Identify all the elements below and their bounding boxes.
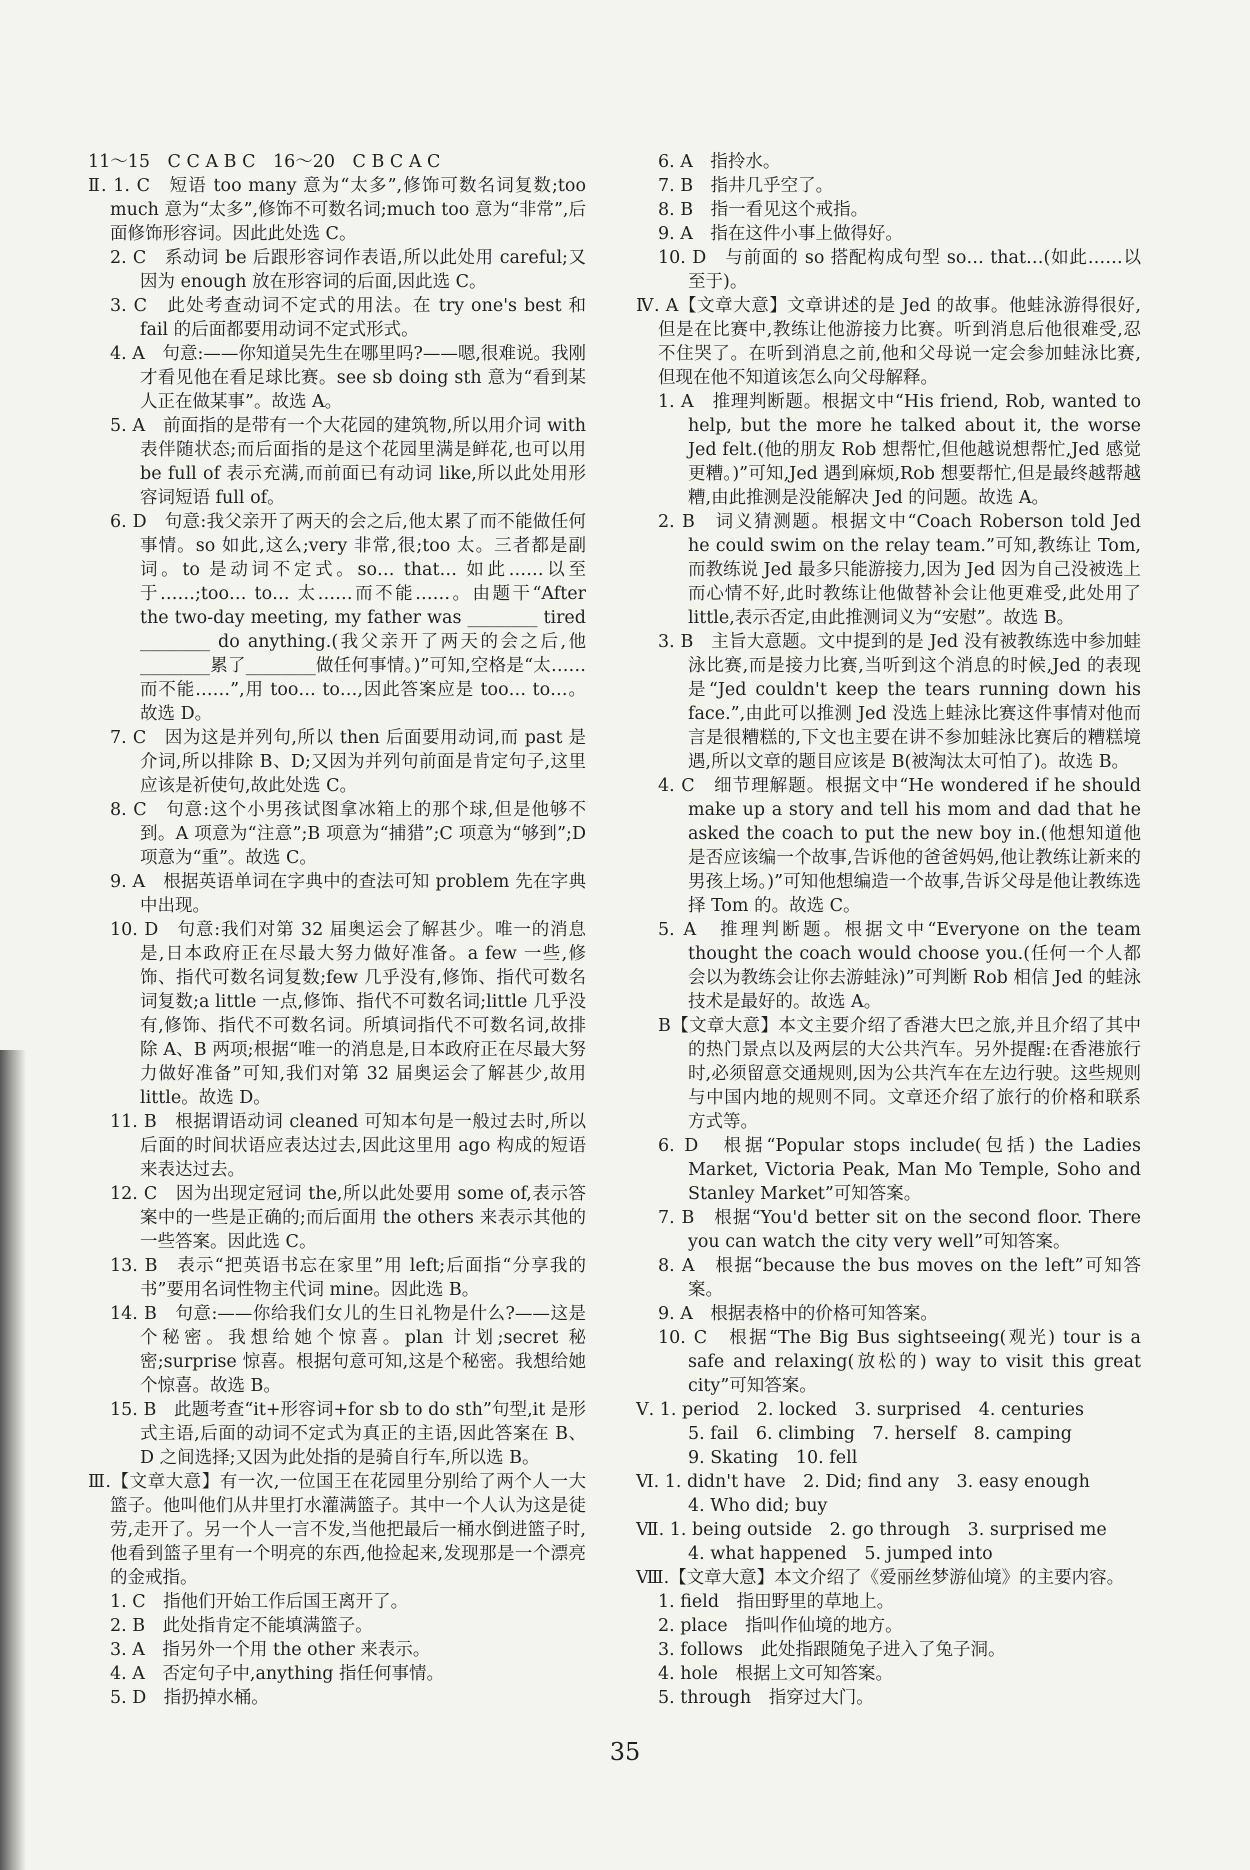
left-answer-line: 4. A 句意:——你知道吴先生在哪里吗?——嗯,很难说。我刚才看见他在看足球比赛。see sb doing sth 意为“看到某人正在做某事”。故选 A。 [110, 344, 586, 412]
right-answer-line: 10. C 根据“The Big Bus sightseeing(观光) tour is a safe and relaxing(放松的) way to visit this great city”可知答案。 [658, 1328, 1141, 1396]
right-answer-line: 4. Who did; buy [688, 1496, 828, 1516]
right-answer-line: 2. B 词义猜测题。根据文中“Coach Roberson told Jed he could swim on the relay team.”可知,教练让 Tom,而教练说 Jed 最多只能游接力,因为 Jed 因为自己没被选上而心情不好,此时教练让他做替补会让他更难受,此处用了 little,表示否定,由此推测词义为“安慰”。故选 B。 [658, 512, 1141, 628]
right-answer-line: 9. Skating 10. fell [688, 1448, 858, 1468]
left-answer-line: 15. B 此题考查“it+形容词+for sb to do sth”句型,it 是形式主语,后面的动词不定式为真正的主语,因此答案在 B、D 之间选择;又因为此处指的是骑自行车,所以选 B。 [110, 1400, 586, 1468]
left-answer-line: 13. B 表示“把英语书忘在家里”用 left;后面指“分享我的书”要用名词性物主代词 mine。因此选 B。 [110, 1256, 586, 1300]
left-column [88, 150, 586, 1710]
right-answer-line: Ⅵ. 1. didn't have 2. Did; find any 3. easy enough [636, 1472, 1090, 1492]
right-answer-line: 9. A 指在这件小事上做得好。 [658, 224, 903, 244]
right-column [636, 150, 1141, 1710]
left-answer-line: 11～15 C C A B C 16～20 C B C A C [88, 152, 441, 172]
left-answer-line: Ⅱ. 1. C 短语 too many 意为“太多”,修饰可数名词复数;too much 意为“太多”,修饰不可数名词;much too 意为“非常”,后面修饰形容词。因此此处选 C。 [88, 176, 586, 244]
left-answer-line: 8. C 句意:这个小男孩试图拿冰箱上的那个球,但是他够不到。A 项意为“注意”;B 项意为“捕猎”;C 项意为“够到”;D 项意为“重”。故选 C。 [110, 800, 586, 868]
left-answer-line: 12. C 因为出现定冠词 the,所以此处要用 some of,表示答案中的一些是正确的;而后面用 the others 来表示其他的一些答案。因此选 C。 [110, 1184, 586, 1252]
right-answer-line: 9. A 根据表格中的价格可知答案。 [658, 1304, 938, 1324]
right-answer-line: 4. hole 根据上文可知答案。 [658, 1664, 894, 1684]
right-answer-line: 7. B 指井几乎空了。 [658, 176, 834, 196]
right-answer-line: 7. B 根据“You'd better sit on the second floor. There you can watch the city very well”可知答案。 [658, 1208, 1141, 1252]
right-answer-line: 6. A 指拎水。 [658, 152, 781, 172]
left-answer-line: 5. D 指扔掉水桶。 [110, 1688, 269, 1708]
left-answer-line: 7. C 因为这是并列句,所以 then 后面要用动词,而 past 是介词,所以排除 B、D;又因为并列句前面是肯定句子,这里应该是祈使句,故此处选 C。 [110, 728, 586, 796]
left-answer-line: 3. C 此处考查动词不定式的用法。在 try one's best 和 fail 的后面都要用动词不定式形式。 [110, 296, 586, 340]
right-answer-line: 8. A 根据“because the bus moves on the left”可知答案。 [658, 1256, 1141, 1300]
page-number: 35 [609, 1738, 641, 1766]
right-answer-line: Ⅳ. A【文章大意】文章讲述的是 Jed 的故事。他蛙泳游得很好,但是在比赛中,教练让他游接力比赛。听到消息后他很难受,忍不住哭了。在听到消息之前,他和父母说一定会参加蛙泳比赛,但现在他不知道该怎么向父母解释。 [636, 296, 1141, 388]
left-answer-line: 4. A 否定句子中,anything 指任何事情。 [110, 1664, 444, 1684]
left-answer-line: 14. B 句意:——你给我们女儿的生日礼物是什么?——这是个秘密。我想给她个惊喜。plan 计划;secret 秘密;surprise 惊喜。根据句意可知,这是个秘密。我想给她个惊喜。故选 B。 [110, 1304, 586, 1396]
left-answer-line: 3. A 指另外一个用 the other 来表示。 [110, 1640, 431, 1660]
right-answer-line: 10. D 与前面的 so 搭配构成句型 so… that…(如此……以至于)。 [658, 248, 1141, 292]
right-answer-line: 6. D 根据“Popular stops include(包括) the Ladies Market, Victoria Peak, Man Mo Temple, Soho and Stanley Market”可知答案。 [658, 1136, 1141, 1204]
right-answer-line: B【文章大意】本文主要介绍了香港大巴之旅,并且介绍了其中的热门景点以及两层的大公共汽车。另外提醒:在香港旅行时,必须留意交通规则,因为公共汽车在左边行驶。这些规则与中国内地的规则不同。文章还介绍了旅行的价格和联系方式等。 [658, 1016, 1141, 1132]
right-answer-line: 4. what happened 5. jumped into [688, 1544, 993, 1564]
right-answer-line: 1. field 指田野里的草地上。 [658, 1592, 895, 1612]
right-answer-line: 3. follows 此处指跟随兔子进入了兔子洞。 [658, 1640, 1006, 1660]
right-answer-line: 8. B 指一看见这个戒指。 [658, 200, 869, 220]
left-answer-line: 2. B 此处指肯定不能填满篮子。 [110, 1616, 373, 1636]
left-answer-line: 6. D 句意:我父亲开了两天的会之后,他太累了而不能做任何事情。so 如此,这么;very 非常,很;too 太。三者都是副词。to 是动词不定式。so… that… 如此……以至于……;too… to… 太……而不能……。由题干“After the two-day meeting, my father was ________ tired ________ do anything.(我父亲开了两天的会之后,他________累了________做任何事情。)”可知,空格是“太……而不能……”,用 too… to…,因此答案应是 too… to…。故选 D。 [110, 512, 586, 724]
right-answer-line: Ⅶ. 1. being outside 2. go through 3. surprised me [636, 1520, 1107, 1540]
right-answer-line: Ⅴ. 1. period 2. locked 3. surprised 4. centuries [636, 1400, 1085, 1420]
right-answer-line: 5. through 指穿过大门。 [658, 1688, 874, 1708]
right-answer-line: 2. place 指叫作仙境的地方。 [658, 1616, 903, 1636]
right-answer-line: 4. C 细节理解题。根据文中“He wondered if he should make up a story and tell his mom and dad that he asked the coach to put the new boy in.(他想知道他是否应该编一个故事,告诉他的爸爸妈妈,他让教练让新来的男孩上场。)”可知他想编造一个故事,告诉父母是他让教练选择 Tom 的。故选 C。 [658, 776, 1141, 916]
left-answer-line: Ⅲ.【文章大意】有一次,一位国王在花园里分别给了两个人一大篮子。他叫他们从井里打水灌满篮子。其中一个人认为这是徒劳,走开了。另一个人一言不发,当他把最后一桶水倒进篮子时,他看到篮子里有一个明亮的东西,他捡起来,发现那是一个漂亮的金戒指。 [88, 1472, 586, 1588]
right-answer-line: 5. fail 6. climbing 7. herself 8. camping [688, 1424, 1073, 1444]
right-answer-line: 1. A 推理判断题。根据文中“His friend, Rob, wanted to help, but the more he talked about it, the worse Jed felt.(他的朋友 Rob 想帮忙,但他越说想帮忙,Jed 感觉更糟。)”可知,Jed 遇到麻烦,Rob 想要帮忙,但是最终越帮越糟,由此推测是没能解决 Jed 的问题。故选 A。 [658, 392, 1141, 508]
left-answer-line: 1. C 指他们开始工作后国王离开了。 [110, 1592, 409, 1612]
left-answer-line: 5. A 前面指的是带有一个大花园的建筑物,所以用介词 with 表伴随状态;而后面指的是这个花园里满是鲜花,也可以用 be full of 表示充满,而前面已有动词 like,所以此处用形容词短语 full of。 [110, 416, 586, 508]
left-answer-line: 2. C 系动词 be 后跟形容词作表语,所以此处用 careful;又因为 enough 放在形容词的后面,因此选 C。 [110, 248, 586, 292]
left-answer-line: 11. B 根据谓语动词 cleaned 可知本句是一般过去时,所以后面的时间状语应表达过去,因此这里用 ago 构成的短语来表达过去。 [110, 1112, 586, 1180]
right-answer-line: 5. A 推理判断题。根据文中“Everyone on the team thought the coach would choose you.(任何一个人都会以为教练会让你去游蛙泳)”可判断 Rob 相信 Jed 的蛙泳技术是最好的。故选 A。 [658, 920, 1141, 1012]
right-answer-line: 3. B 主旨大意题。文中提到的是 Jed 没有被教练选中参加蛙泳比赛,而是接力比赛,当听到这个消息的时候,Jed 的表现是“Jed couldn't keep the tears running down his face.”,由此可以推测 Jed 没选上蛙泳比赛这件事情对他而言是很糟糕的,下文也主要在讲不参加蛙泳比赛后的糟糕境遇,所以文章的题目应该是 B(被淘汰太可怕了)。故选 B。 [658, 632, 1141, 772]
right-answer-line: Ⅷ.【文章大意】本文介绍了《爱丽丝梦游仙境》的主要内容。 [636, 1568, 1125, 1588]
left-answer-line: 10. D 句意:我们对第 32 届奥运会了解甚少。唯一的消息是,日本政府正在尽最大努力做好准备。a few 一些,修饰、指代可数名词复数;few 几乎没有,修饰、指代可数名词复数;a little 一点,修饰、指代不可数名词;little 几乎没有,修饰、指代不可数名词。所填词指代不可数名词,故排除 A、B 两项;根据“唯一的消息是,日本政府正在尽最大努力做好准备”可知,我们对第 32 届奥运会了解甚少,故用 little。故选 D。 [110, 920, 586, 1108]
left-answer-line: 9. A 根据英语单词在字典中的查法可知 problem 先在字典中出现。 [110, 872, 586, 916]
